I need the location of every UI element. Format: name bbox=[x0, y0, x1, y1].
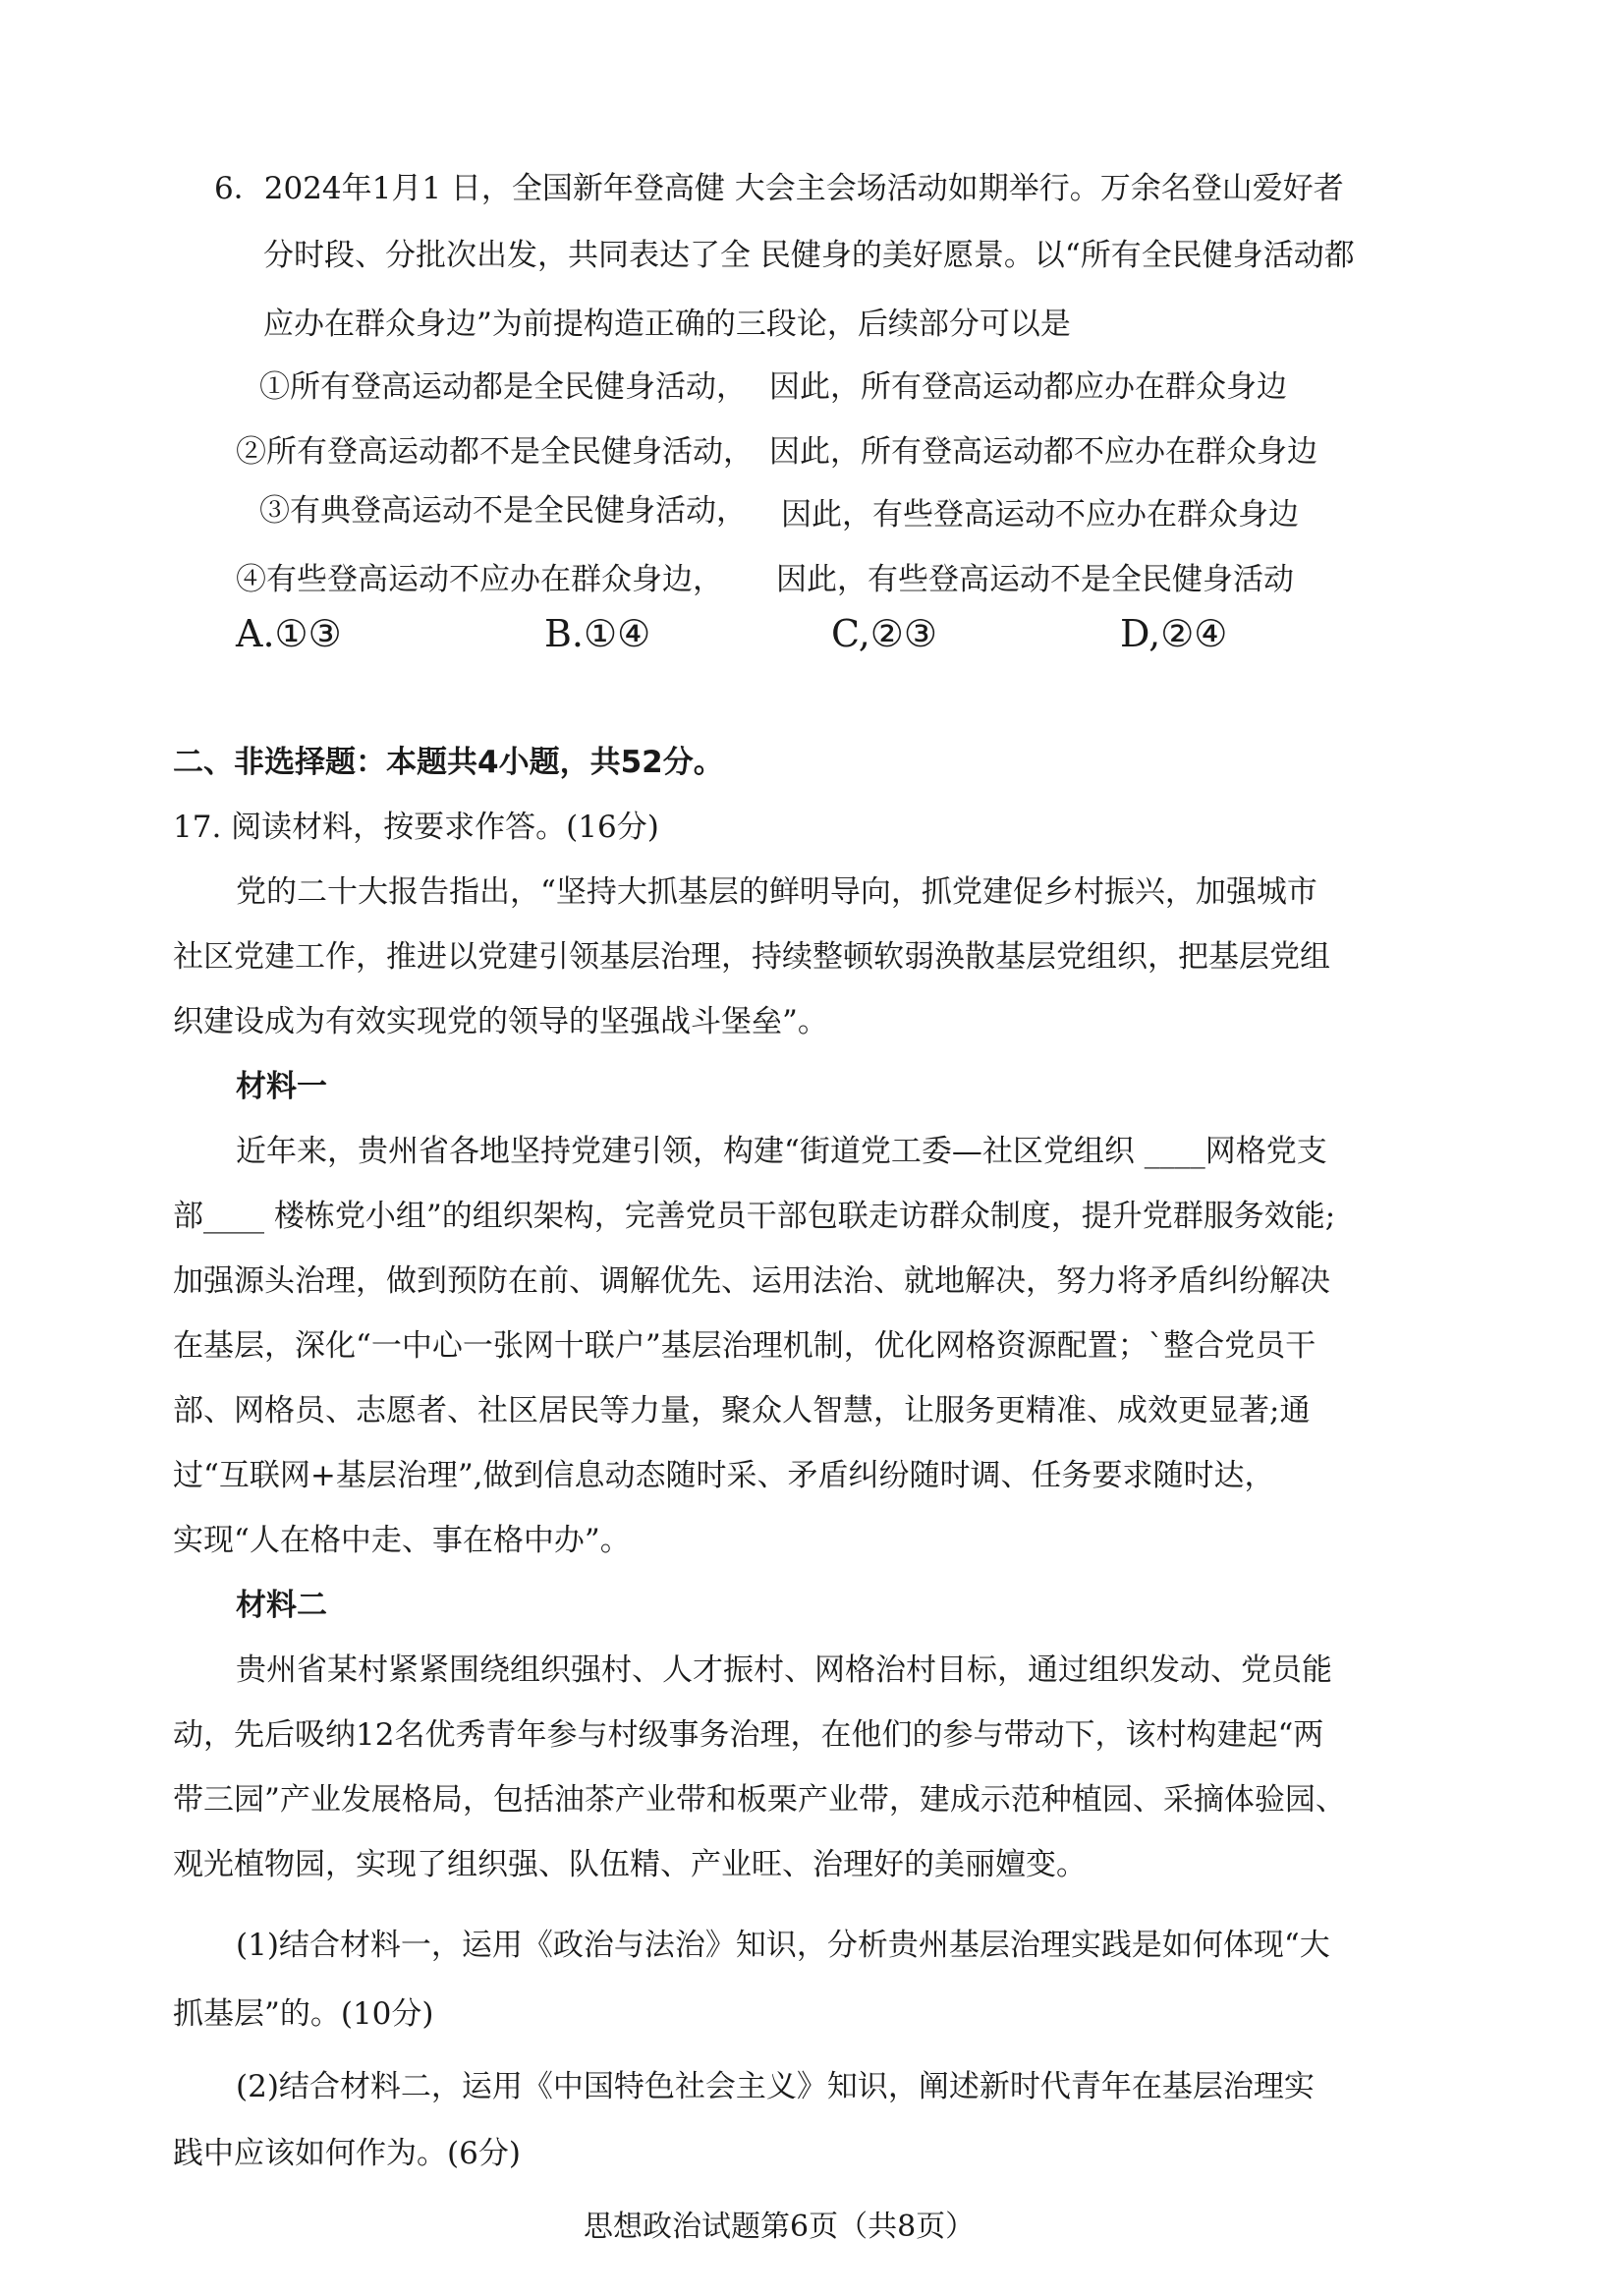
q6-line-2: 分时段、分批次出发，共同表达了全 民健身的美好愿景。以“所有全民健身活动都 bbox=[263, 238, 1355, 273]
material-1-line-7: 实现“人在格中走、事在格中办”。 bbox=[173, 1523, 631, 1558]
q6-item-1-conclusion: 因此，所有登高运动都应办在群众身边 bbox=[769, 369, 1287, 405]
q6-item-3-premise: ③有典登高运动不是全民健身活动， bbox=[259, 493, 747, 529]
material-2-title: 材料二 bbox=[236, 1588, 327, 1623]
q6-item-2-premise: ②所有登高运动都不是全民健身活动， bbox=[236, 434, 754, 470]
option-a: A.①③ bbox=[236, 612, 342, 655]
material-1-line-4: 在基层，深化“一中心一张网十联户”基层治理机制，优化网格资源配置；`整合党员干 bbox=[173, 1328, 1316, 1364]
material-1-line-1: 近年来，贵州省各地坚持党建引领，构建“街道党工委—社区党组织 ____网格党支 bbox=[236, 1134, 1327, 1169]
material-1-line-6: 过“互联网+基层治理”,做到信息动态随时采、矛盾纠纷随时调、任务要求随时达， bbox=[173, 1458, 1275, 1493]
material-1-line-5: 部、网格员、志愿者、社区居民等力量，聚众人智慧，让服务更精准、成效更显著;通 bbox=[173, 1393, 1311, 1428]
q6-line-3: 应办在群众身边”为前提构造正确的三段论，后续部分可以是 bbox=[263, 307, 1071, 342]
q6-item-2-conclusion: 因此，所有登高运动都不应办在群众身边 bbox=[769, 434, 1317, 470]
q6-item-1-premise: ①所有登高运动都是全民健身活动， bbox=[259, 369, 747, 405]
material-1-line-2: 部____ 楼栋党小组”的组织架构，完善党员干部包联走访群众制度，提升党群服务效能; bbox=[173, 1199, 1336, 1234]
q6-item-4-conclusion: 因此，有些登高运动不是全民健身活动 bbox=[776, 562, 1294, 597]
intro-line-1: 党的二十大报告指出，“坚持大抓基层的鲜明导向，抓党建促乡村振兴，加强城市 bbox=[236, 874, 1317, 910]
page-footer: 思想政治试题第6页（共8页） bbox=[584, 2210, 976, 2244]
sub-question-1-line-2: 抓基层”的。(10分) bbox=[173, 1996, 434, 2032]
sub-question-1-line-1: (1)结合材料一，运用《政治与法治》知识，分析贵州基层治理实践是如何体现“大 bbox=[236, 1928, 1330, 1963]
option-d: D,②④ bbox=[1120, 612, 1228, 655]
option-b: B.①④ bbox=[544, 612, 651, 655]
material-2-line-4: 观光植物园，实现了组织强、队伍精、产业旺、治理好的美丽嬗变。 bbox=[173, 1847, 1087, 1882]
q6-item-3-conclusion: 因此，有些登高运动不应办在群众身边 bbox=[781, 497, 1299, 532]
sub-question-2-line-2: 践中应该如何作为。(6分) bbox=[173, 2136, 521, 2171]
q6-item-4-premise: ④有些登高运动不应办在群众身边， bbox=[236, 562, 723, 597]
material-1-line-3: 加强源头治理，做到预防在前、调解优先、运用法治、就地解决，努力将矛盾纠纷解决 bbox=[173, 1263, 1330, 1299]
option-c: C,②③ bbox=[831, 612, 937, 655]
q6-line-1: 6．2024年1月1 日，全国新年登高健 大会主会场活动如期举行。万余名登山爱好者 bbox=[214, 171, 1344, 206]
material-2-line-3: 带三园”产业发展格局，包括油茶产业带和板栗产业带，建成示范种植园、采摘体验园、 bbox=[173, 1782, 1346, 1818]
intro-line-2: 社区党建工作，推进以党建引领基层治理，持续整顿软弱涣散基层党组织，把基层党组 bbox=[173, 939, 1330, 975]
material-1-title: 材料一 bbox=[236, 1069, 327, 1104]
material-2-line-1: 贵州省某村紧紧围绕组织强村、人才振村、网格治村目标，通过组织发动、党员能 bbox=[236, 1652, 1332, 1688]
material-2-line-2: 动，先后吸纳12名优秀青年参与村级事务治理，在他们的参与带动下，该村构建起“两 bbox=[173, 1717, 1324, 1753]
section-2-heading: 二、非选择题：本题共4小题，共52分。 bbox=[173, 745, 724, 780]
intro-line-3: 织建设成为有效实现党的领导的坚强战斗堡垒”。 bbox=[173, 1004, 828, 1039]
q17-title: 17. 阅读材料，按要求作答。(16分) bbox=[173, 810, 659, 845]
sub-question-2-line-1: (2)结合材料二，运用《中国特色社会主义》知识，阐述新时代青年在基层治理实 bbox=[236, 2069, 1315, 2104]
